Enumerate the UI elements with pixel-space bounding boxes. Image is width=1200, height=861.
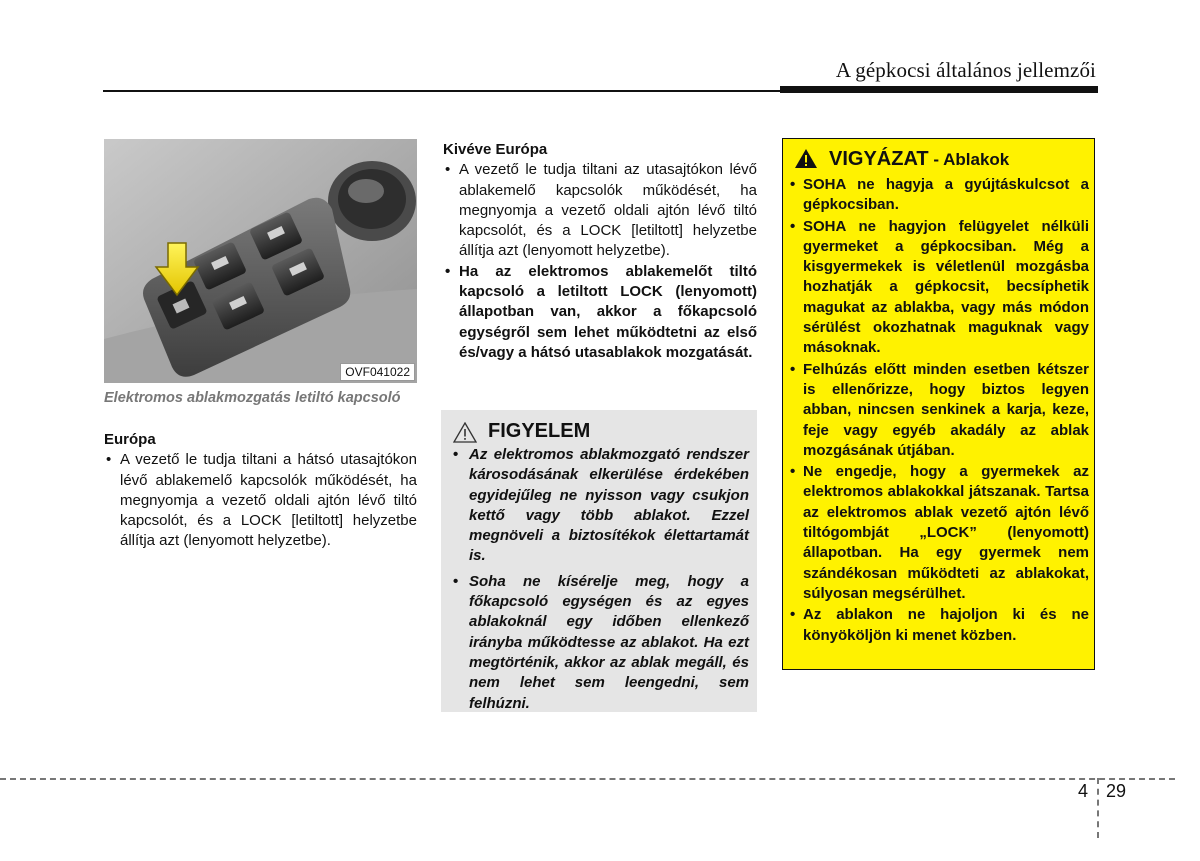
list-item: • SOHA ne hagyjon felügyelet nélküli gyermeket a gépkocsiban. Még a kisgyermekek is véletlenül mozgásba hozhatják a gépkocsit, becsíphetik magukat az ablakba, vagy más módon sérülést okozhatnak maguknak vagy másoknak. [789,217,1089,359]
caution-box [782,138,1095,670]
caution-title-main: VIGYÁZAT [829,148,929,170]
list-item: • Ha az elektromos ablakemelőt tiltó kapcsoló a letiltott LOCK (lenyomott) állapotban van, akkor a főkapcsoló egységről sem lehet működtetni az első és/vagy a hátsó utasablakok mozgatását. [443,262,757,363]
page-number: 29 [1106,781,1127,801]
window-switch-photo [104,139,417,383]
caution-title [829,148,1009,171]
warning-triangle-icon [794,148,818,169]
notice-list [451,445,749,719]
notice-box [441,410,757,712]
photo-id-label: OVF041022 [340,363,415,381]
chapter-number: 4 [1078,781,1089,801]
footer-rule [0,778,1175,780]
caution-list [789,175,1089,647]
list-item: • A vezető le tudja tiltani a hátsó utasajtókon lévő ablakemelő kapcsolók működését, ha megnyomja a vezető oldali ajtón lévő tiltó kapcsolót, és a LOCK [letiltott] helyzetbe állítja azt (lenyomott helyzetbe). [104,450,417,551]
header-rule-bold [780,86,1098,93]
list-item: • Az ablakon ne hajoljon ki és ne könyököljön ki menet közben. [789,605,1089,646]
section-heading-non-europe: Kivéve Európa [443,141,548,158]
middle-column [443,140,757,363]
left-column [104,430,417,552]
list-item: • Soha ne kísérelje meg, hogy a főkapcsoló egységen és az egyes ablakoknál egy időben ellenkező irányba működtesse az ablakot. Ha ezt megtörténik, akkor az ablak megáll, és nem lehet sem leengedni, sem felhúzni. [451,572,749,714]
non-europe-list [443,160,757,363]
list-item: • Ne engedje, hogy a gyermekek az elektromos ablakokkal játszanak. Tartsa az elektromos ablak vezető ajtón lévő tiltógombját „LOCK” (lenyomott) állapotban. Ha egy gyermek nem szándékosan működteti az ablakokat, súlyosan megsérülhet. [789,462,1089,604]
footer-divider [1097,778,1099,838]
section-heading-europe: Európa [104,431,156,448]
list-item: • Felhúzás előtt minden esetben kétszer is ellenőrizze, hogy biztos legyen abban, nincsen senkinek a karja, keze, feje vagy egyéb akadály az ablak mozgásának útjában. [789,360,1089,461]
list-item: • A vezető le tudja tiltani az utasajtókon lévő ablakemelő kapcsolók működését, ha megnyomja a vezető oldali ajtón lévő tiltó kapcsolót, és a LOCK [letiltott] helyzetbe állítja azt (lenyomott helyzetbe). [443,160,757,261]
warning-triangle-icon [453,422,477,443]
photo-caption: Elektromos ablakmozgatás letiltó kapcsoló [104,390,401,406]
list-item: • Az elektromos ablakmozgató rendszer károsodásának elkerülése érdekében egyidejűleg ne nyisson vagy csukjon kettő vagy több ablakot. Ezzel megnöveli a biztosítékok élettartamát is. [451,445,749,567]
caution-title-sub: - Ablakok [928,150,1010,169]
list-item: • SOHA ne hagyja a gyújtáskulcsot a gépkocsiban. [789,175,1089,216]
running-header-title: A gépkocsi általános jellemzői [835,58,1096,82]
notice-title: FIGYELEM [488,420,591,442]
header-rule [103,90,783,92]
door-switch-illustration [104,139,417,383]
europe-list [104,450,417,551]
